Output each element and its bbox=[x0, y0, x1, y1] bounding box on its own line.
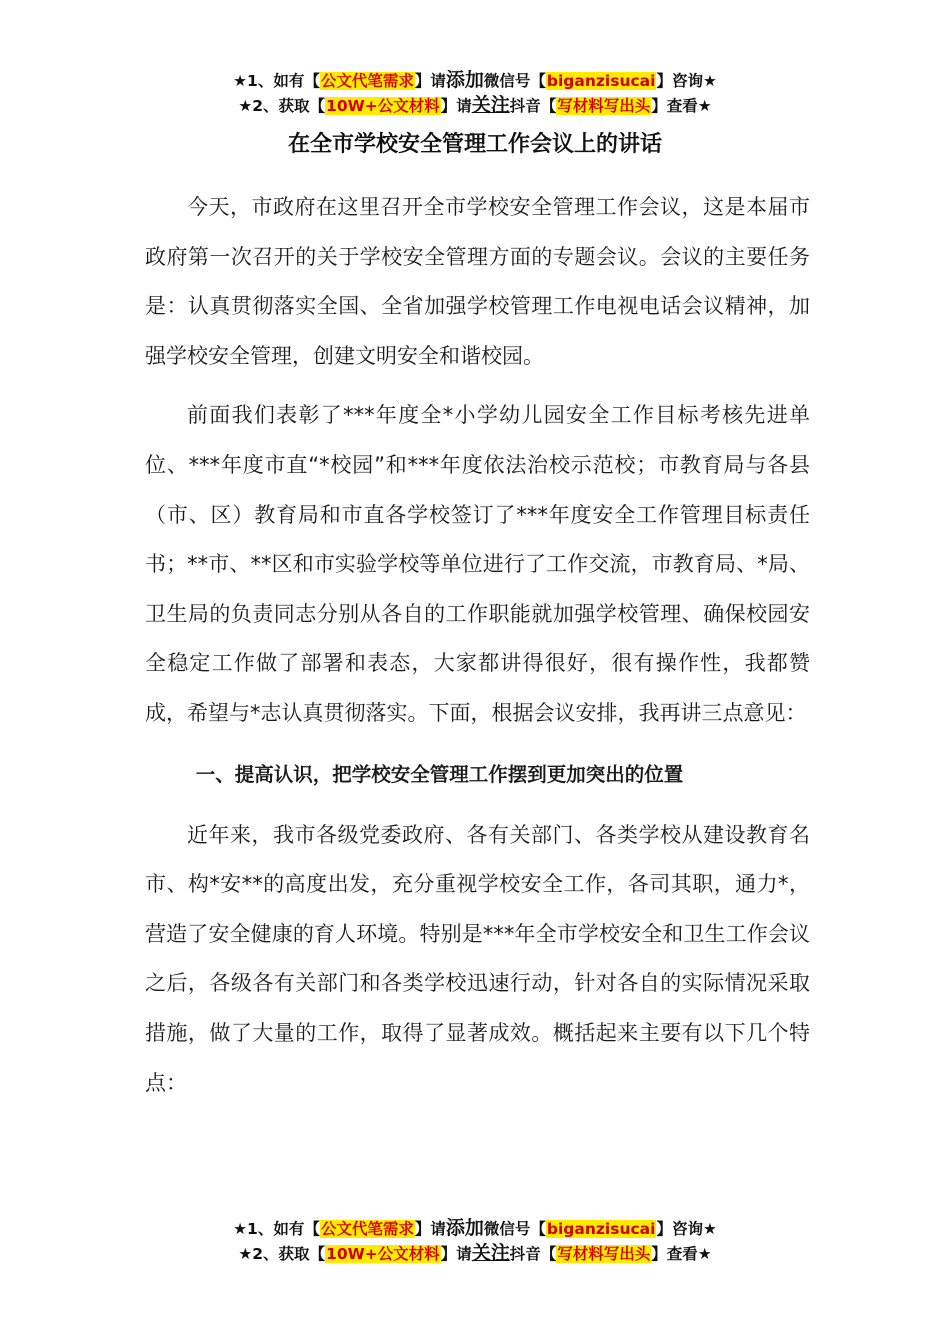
promo-line-2 bbox=[0, 1241, 950, 1266]
promo-line-1 bbox=[0, 68, 950, 93]
promo-emphasis: 添加 bbox=[445, 69, 484, 91]
promo-highlight-materials: 10W+公文材料 bbox=[326, 97, 440, 115]
promo-highlight-materials: 10W+公文材料 bbox=[326, 1245, 440, 1263]
document-body bbox=[145, 183, 810, 1108]
promo-text: ★2、获取【 bbox=[238, 1245, 326, 1263]
promo-text: 抖音【 bbox=[509, 97, 557, 115]
promo-highlight-douyin: 写材料写出头 bbox=[557, 1245, 651, 1263]
promo-highlight-service: 公文代笔需求 bbox=[320, 1220, 414, 1238]
promo-highlight-wechat: biganzisucai bbox=[546, 1220, 656, 1238]
promo-text: 】请 bbox=[414, 72, 446, 90]
paragraph-review: 前面我们表彰了***年度全*小学幼儿园安全工作目标考核先进单位、***年度市直“*校园”和***年度依法治校示范校；市教育局与各县（市、区）教育局和市直各学校签订了***年度安全工作管理目标责任书；**市、**区和市实验学校等单位进行了工作交流，市教育局、*局、卫生局的负责同志分别从各自的工作职能就加强学校管理、确保校园安全稳定工作做了部署和表态，大家都讲得很好，很有操作性，我都赞成，希望与*志认真贯彻落实。下面，根据会议安排，我再讲三点意见： bbox=[145, 403, 810, 725]
promo-text: ★1、如有【 bbox=[233, 1220, 320, 1238]
promo-banner-bottom bbox=[0, 1216, 950, 1266]
promo-line-1 bbox=[0, 1216, 950, 1241]
promo-text: 】查看★ bbox=[651, 97, 712, 115]
paragraph-intro: 今天，市政府在这里召开全市学校安全管理工作会议，这是本届市政府第一次召开的关于学校安全管理方面的专题会议。会议的主要任务是：认真贯彻落实全国、全省加强学校管理工作电视电话会议精神，加强学校安全管理，创建文明安全和谐校园。 bbox=[145, 195, 810, 368]
promo-text: ★1、如有【 bbox=[233, 72, 320, 90]
promo-text: 】查看★ bbox=[651, 1245, 712, 1263]
promo-text: 微信号【 bbox=[483, 1220, 546, 1238]
promo-highlight-service: 公文代笔需求 bbox=[320, 72, 414, 90]
promo-text: 】请 bbox=[440, 1245, 472, 1263]
promo-text: 】咨询★ bbox=[656, 72, 717, 90]
document-title: 在全市学校安全管理工作会议上的讲话 bbox=[287, 132, 662, 157]
promo-emphasis: 关注 bbox=[471, 94, 510, 116]
promo-line-2 bbox=[0, 93, 950, 118]
promo-text: 】请 bbox=[440, 97, 472, 115]
promo-text: 抖音【 bbox=[509, 1245, 557, 1263]
promo-text: 】咨询★ bbox=[656, 1220, 717, 1238]
promo-text: 微信号【 bbox=[483, 72, 546, 90]
paragraph-section1: 近年来，我市各级党委政府、各有关部门、各类学校从建设教育名市、构*安**的高度出发，充分重视学校安全工作，各司其职，通力*，营造了安全健康的育人环境。特别是***年全市学校安全和卫生工作会议之后，各级各有关部门和各类学校迅速行动，针对各自的实际情况采取措施，做了大量的工作，取得了显著成效。概括起来主要有以下几个特点： bbox=[145, 822, 810, 1095]
section-heading-1: 一、提高认识，把学校安全管理工作摆到更加突出的位置 bbox=[195, 762, 684, 786]
promo-text: ★2、获取【 bbox=[238, 97, 326, 115]
promo-emphasis: 关注 bbox=[471, 1242, 510, 1264]
promo-text: 】请 bbox=[414, 1220, 446, 1238]
promo-highlight-douyin: 写材料写出头 bbox=[557, 97, 651, 115]
promo-highlight-wechat: biganzisucai bbox=[546, 72, 656, 90]
promo-banner-top bbox=[0, 68, 950, 118]
promo-emphasis: 添加 bbox=[445, 1217, 484, 1239]
